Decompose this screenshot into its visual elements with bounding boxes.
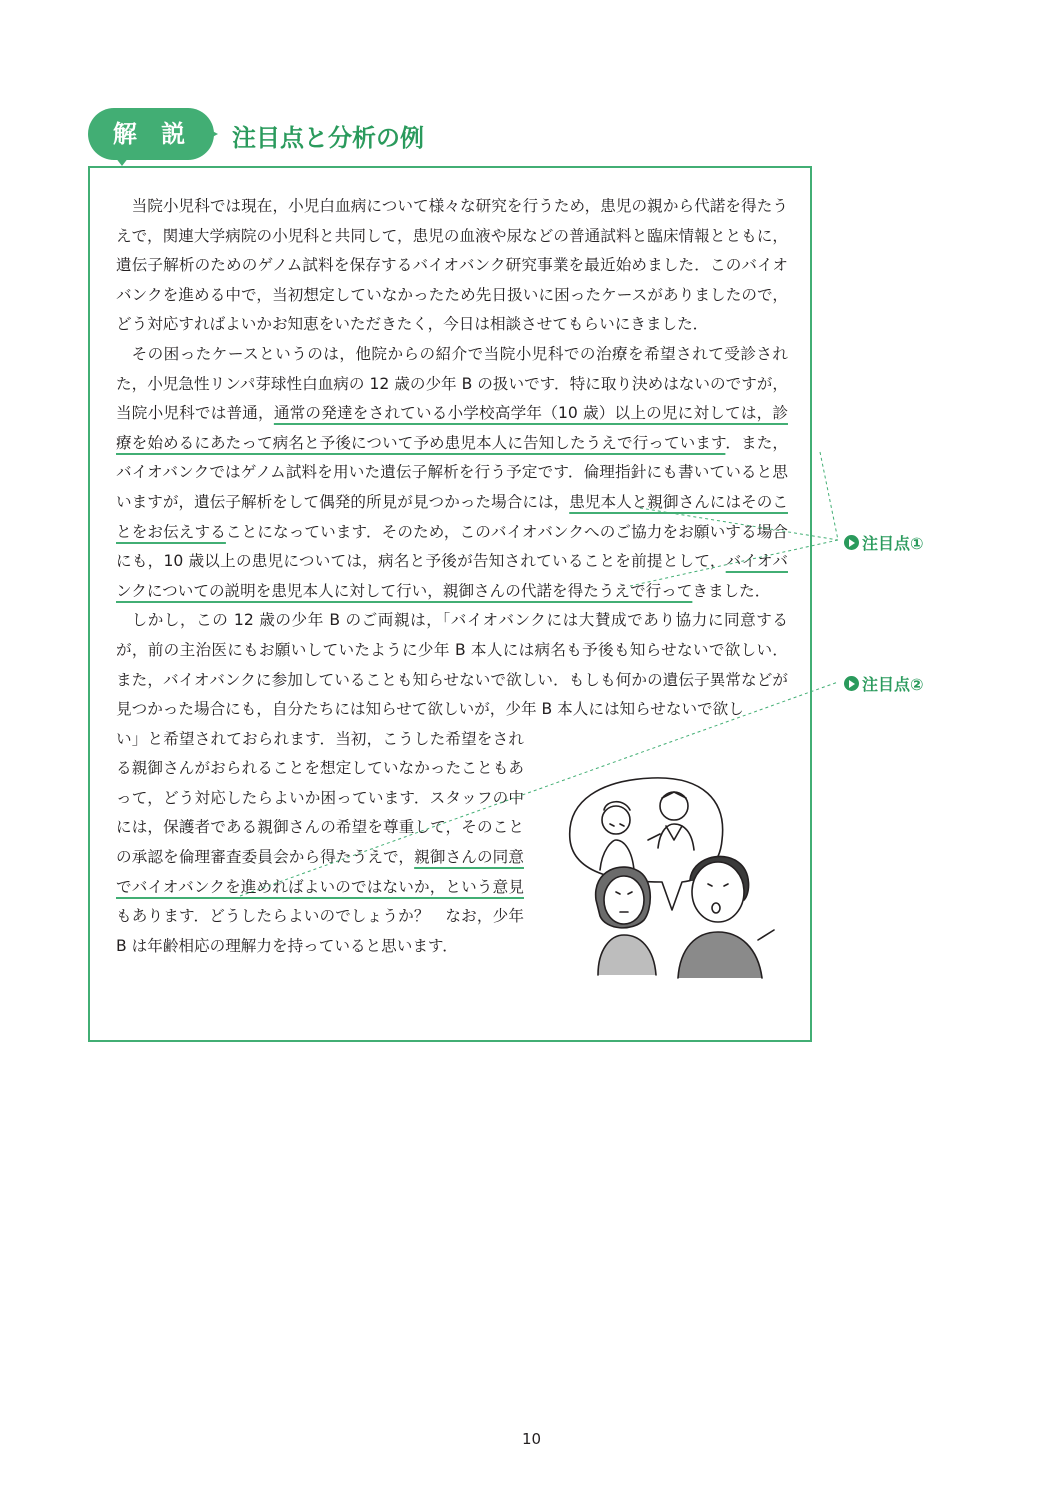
page-number: 10 bbox=[521, 1430, 542, 1448]
paragraph-3: しかし，この 12 歳の少年 B のご両親は，「バイオバンクには大賛成であり協力に同意するが，前の主治医にもお願いしていたように少年 B 本人には病名も予後も知らせないで欲しい．また，バイオバンクに参加していることも知らせないで欲しい．もしも何かの遺伝子異常などが見つかった場合にも，自分たちには知らせて欲しいが，少年 B 本人には知らせないで欲し bbox=[116, 611, 788, 719]
paragraph-3-part-b: もあります．どうしたらよいのでしょうか？ なお，少年 B は年齢相応の理解力を持っていると思います． bbox=[116, 907, 524, 955]
highlight-1a: 通常の発達をされている小学校高学年（10 歳）以上の児に対しては，診療を始めるにあたって病名と予後について予め患児本人に告知したうえで行っています bbox=[116, 404, 788, 452]
section-badge: 解 説 bbox=[88, 108, 214, 160]
attention-point-1 bbox=[844, 531, 924, 554]
paragraph-2 bbox=[116, 340, 788, 606]
paragraph-1: 当院小児科では現在，小児白血病について様々な研究を行うため，患児の親から代諾を得たうえで，関連大学病院の小児科と共同して，患児の血液や尿などの普通試料と臨床情報とともに，遺伝子解析のためのゲノム試料を保存するバイオバンク研究事業を最近始めました．このバイオバンクを進める中で，当初想定していなかったため先日扱いに困ったケースがありましたので，どう対応すればよいかお知恵をいただきたく，今日は相談させてもらいにきました． bbox=[116, 197, 788, 334]
highlight-1b: 患児本人と親御さんにはそのことをお伝えする bbox=[116, 492, 788, 541]
paragraph-2-part-c: ことになっています．そのため，このバイオバンクへのご協力をお願いする場合にも，10 歳以上の患児については，病名と予後が告知されていることを前提として， bbox=[116, 522, 788, 571]
attention-point-1-label: 注目点① bbox=[862, 534, 924, 553]
highlight-2: 親御さんの同意でバイオバンクを進めればよいのではないか，という意見 bbox=[116, 848, 524, 896]
section-header bbox=[88, 108, 808, 166]
consultation-illustration bbox=[562, 770, 782, 980]
arrow-circle-icon bbox=[844, 535, 859, 550]
highlight-1c: バイオバンクについての説明を患児本人に対して行い，親御さんの代諾を得たうえで行って bbox=[116, 552, 788, 600]
paragraph-2-part-a: その困ったケースというのは，他院からの紹介で当院小児科での治療を希望されて受診された，小児急性リンパ芽球性白血病の 12 歳の少年 B の扱いです．特に取り決めはないのですが，当院小児科では普通， bbox=[116, 344, 788, 423]
arrow-circle-icon bbox=[844, 676, 859, 691]
attention-point-2-label: 注目点② bbox=[862, 675, 924, 694]
paragraph-3-continued bbox=[116, 725, 524, 962]
paragraph-2-part-b: ．また，バイオバンクではゲノム試料を用いた遺伝子解析を行う予定です．倫理指針にも書いていると思いますが，遺伝子解析をして偶発的所見が見つかった場合には， bbox=[116, 433, 788, 511]
attention-point-2 bbox=[844, 672, 924, 695]
paragraph-3-part-a: い」と希望されておられます．当初，こうした希望をされる親御さんがおられることを想定していなかったこともあって，どう対応したらよいか困っています．スタッフの中には，保護者である親御さんの希望を尊重して，そのことの承認を倫理審査委員会から得たうえで， bbox=[116, 729, 524, 867]
section-title: 注目点と分析の例 bbox=[232, 124, 424, 152]
paragraph-2-part-d: きました． bbox=[692, 581, 771, 600]
